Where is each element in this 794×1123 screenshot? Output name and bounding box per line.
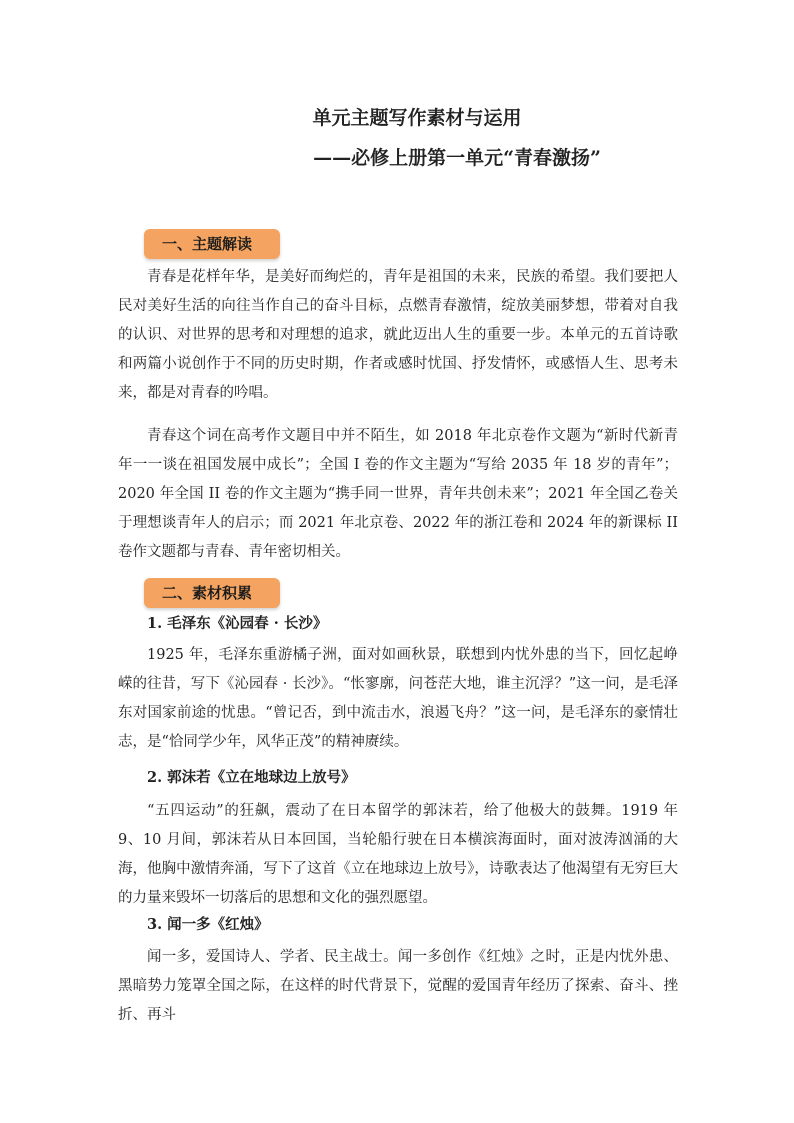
section-badge-materials: 二、素材积累 <box>144 578 280 608</box>
material-paragraph: “五四运动”的狂飙，震动了在日本留学的郭沫若，给了他极大的鼓舞。1919 年 9、10 月间，郭沫若从日本回国，当轮船行驶在日本横滨海面时，面对波涛汹涌的大海，他胸中激情奔涌，写下了这首《立在地球边上放号》，诗歌表达了他渴望有无穷巨大的力量来毁坏一切落后的思想和文化的强烈愿望。 <box>118 803 678 906</box>
document-subtitle: ——必修上册第一单元“青春激扬” <box>313 147 601 169</box>
material-heading: 1. 毛泽东《沁园春 · 长沙》 <box>147 615 328 632</box>
material-heading: 3. 闻一多《红烛》 <box>147 916 269 933</box>
document-title: 单元主题写作素材与运用 <box>312 107 522 129</box>
theme-paragraph: 青春是花样年华，是美好而绚烂的，青年是祖国的未来，民族的希望。我们要把人民对美好生活的向往当作自己的奋斗目标，点燃青春激情，绽放美丽梦想，带着对自我的认识、对世界的思考和对理想的追求，就此迈出人生的重要一步。本单元的五首诗歌和两篇小说创作于不同的历史时期，作者或感时忧国、抒发情怀，或感悟人生、思考未来，都是对青春的吟唱。 <box>118 269 678 401</box>
section-badge-theme: 一、主题解读 <box>144 229 280 259</box>
material-heading: 2. 郭沫若《立在地球边上放号》 <box>147 769 356 786</box>
exam-paragraph: 青春这个词在高考作文题目中并不陌生，如 2018 年北京卷作文题为“新时代新青年一一谈在祖国发展中成长”；全国 I 卷的作文主题为“写给 2035 年 18 岁的青年”；2020 年全国 II 卷的作文主题为“携手同一世界，青年共创未来”；2021 年全国乙卷关于理想谈青年人的启示；而 2021 年北京卷、2022 年的浙江卷和 2024 年的新课标 II 卷作文题都与青春、青年密切相关。 <box>118 428 678 560</box>
material-paragraph: 闻一多，爱国诗人、学者、民主战士。闻一多创作《红烛》之时，正是内忧外患、黑暗势力笼罩全国之际，在这样的时代背景下，觉醒的爱国青年经历了探索、奋斗、挫折、再斗 <box>118 949 678 1023</box>
material-paragraph: 1925 年，毛泽东重游橘子洲，面对如画秋景，联想到内忧外患的当下，回忆起峥嵘的往昔，写下《沁园春 · 长沙》。“怅寥廓，问苍茫大地，谁主沉浮？”这一问，是毛泽东对国家前途的忧患。“曾记否，到中流击水，浪遏飞舟？”这一问，是毛泽东的豪情壮志，是“恰同学少年，风华正茂”的精神赓续。 <box>118 647 678 750</box>
